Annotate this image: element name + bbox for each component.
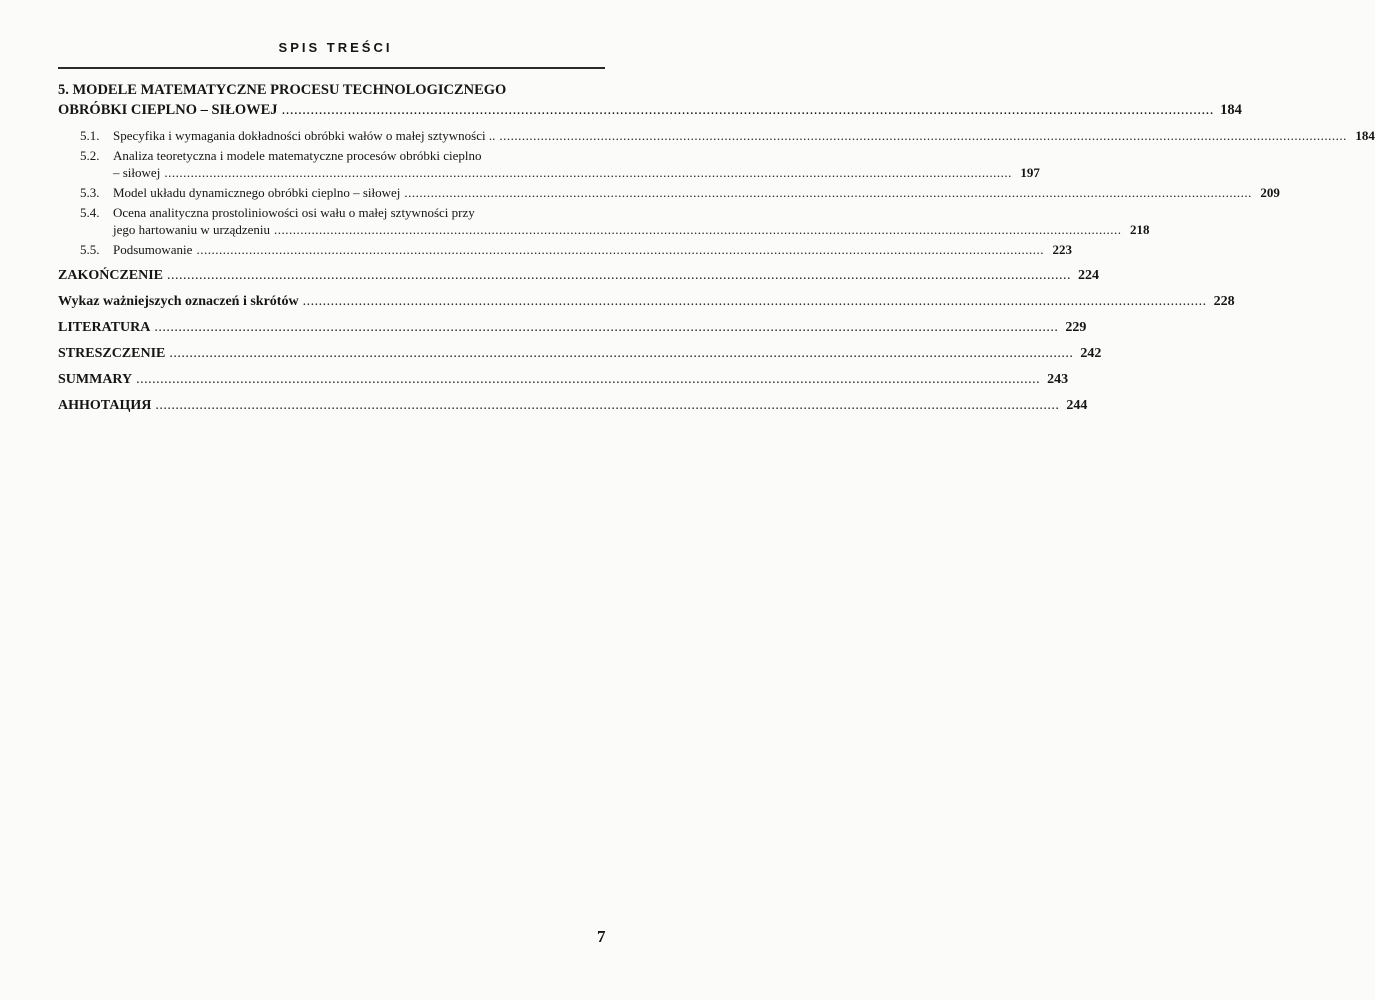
toc-entry-zakonczenie — [58, 266, 1100, 286]
page-header: SPIS TREŚCI — [278, 40, 393, 55]
section-page: 218 — [1130, 222, 1150, 237]
leader-dots — [136, 370, 1040, 390]
section-title: Model układu dynamicznego obróbki cieplno – siłowej — [113, 185, 401, 200]
section-page: 197 — [1020, 165, 1040, 180]
entry-title: АННОТАЦИЯ — [58, 398, 152, 413]
chapter-5-title-line1: 5. MODELE MATEMATYCZNE PROCESU TECHNOLOGICZNEGO — [58, 82, 507, 98]
toc-entry-literatura — [58, 318, 1087, 338]
entry-page: 224 — [1078, 268, 1100, 283]
toc-entry-summary — [58, 370, 1069, 390]
chapter-5-title-line2: OBRÓBKI CIEPLNO – SIŁOWEJ — [58, 102, 278, 118]
leader-dots — [274, 221, 1122, 238]
entry-page: 244 — [1066, 398, 1088, 413]
leader-dots — [282, 100, 1214, 120]
leader-dots — [167, 266, 1071, 286]
entry-title: Wykaz ważniejszych oznaczeń i skrótów — [58, 294, 299, 309]
toc-entry-wykaz — [58, 292, 1235, 312]
section-5-5 — [58, 241, 1072, 258]
entry-page: 229 — [1065, 320, 1087, 335]
toc-entry-annotation — [58, 396, 1088, 416]
section-page: 184 — [1355, 128, 1375, 143]
section-title-line1: Ocena analityczna prostoliniowości osi wału o małej sztywności przy — [113, 205, 475, 220]
leader-dots — [404, 184, 1252, 201]
leader-dots — [196, 241, 1044, 258]
entry-title: ZAKOŃCZENIE — [58, 268, 164, 283]
chapter-5-entry — [58, 80, 1242, 120]
entry-title: SUMMARY — [58, 372, 133, 387]
section-5-1 — [58, 127, 1375, 144]
entry-title: STRESZCZENIE — [58, 346, 166, 361]
leader-dots — [169, 344, 1073, 364]
table-of-contents — [58, 80, 1375, 416]
leader-dots — [499, 127, 1347, 144]
chapter-5-page: 184 — [1220, 102, 1242, 118]
section-title-line1: Analiza teoretyczna i modele matematyczne procesów obróbki cieplno — [113, 148, 482, 163]
section-title: Specyfika i wymagania dokładności obróbki wałów o małej sztywności .. — [113, 128, 496, 143]
section-title: Podsumowanie — [113, 242, 193, 257]
entry-title: LITERATURA — [58, 320, 151, 335]
section-number: 5.2. — [80, 148, 100, 163]
section-5-3 — [58, 184, 1280, 201]
section-title-line2: – siłowej — [113, 165, 161, 180]
leader-dots — [154, 318, 1058, 338]
section-page: 223 — [1052, 242, 1072, 257]
leader-dots — [155, 396, 1059, 416]
header-rule — [58, 67, 605, 69]
entry-page: 243 — [1047, 372, 1069, 387]
toc-entry-streszczenie — [58, 344, 1102, 364]
entry-page: 228 — [1213, 294, 1235, 309]
section-page: 209 — [1260, 185, 1280, 200]
section-5-2 — [58, 147, 1040, 181]
leader-dots — [303, 292, 1207, 312]
section-number: 5.1. — [80, 128, 100, 143]
section-number: 5.4. — [80, 205, 100, 220]
section-title-line2: jego hartowaniu w urządzeniu — [113, 222, 271, 237]
section-number: 5.3. — [80, 185, 100, 200]
section-5-4 — [58, 204, 1150, 238]
page-number: 7 — [597, 927, 606, 946]
leader-dots — [164, 164, 1012, 181]
section-number: 5.5. — [80, 242, 100, 257]
entry-page: 242 — [1080, 346, 1102, 361]
